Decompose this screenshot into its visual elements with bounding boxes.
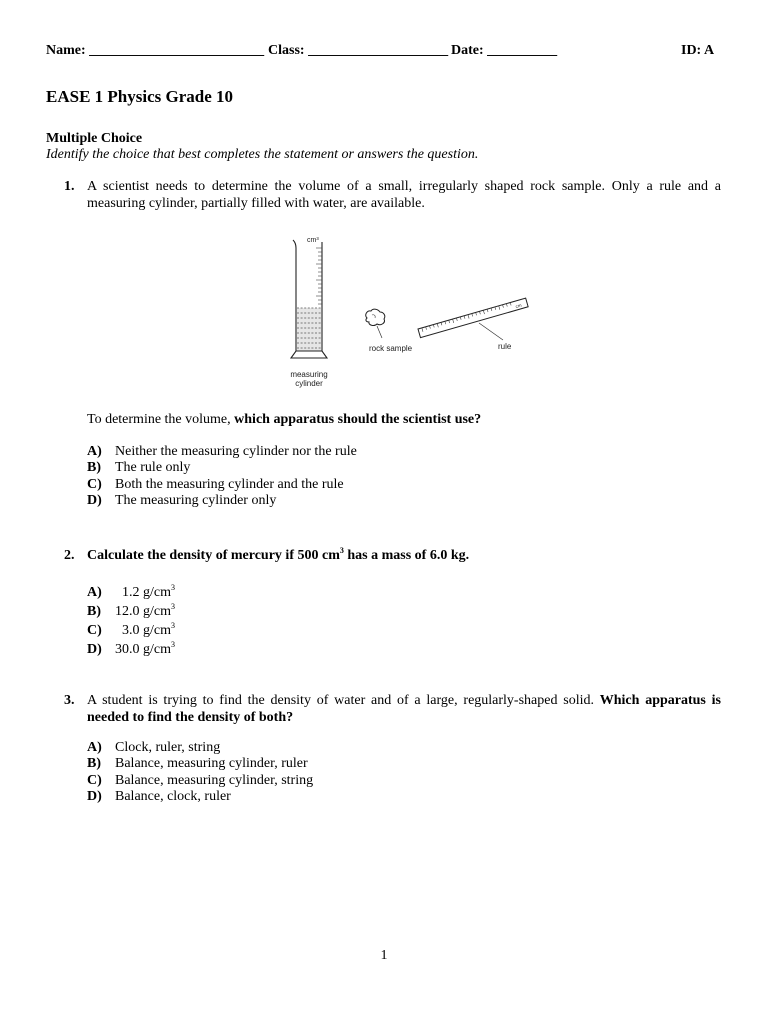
question-number: 1.	[64, 179, 75, 194]
question-number: 2.	[64, 548, 75, 563]
cylinder-unit-label: cm³	[307, 237, 319, 244]
section-instructions: Identify the choice that best completes the statement or answers the question.	[46, 147, 479, 162]
name-blank[interactable]: _________________________	[89, 43, 265, 58]
option-text: Both the measuring cylinder and the rule	[115, 476, 344, 492]
answer-option-b[interactable]	[87, 602, 175, 621]
option-letter: C)	[87, 772, 102, 788]
answer-option-c[interactable]	[87, 621, 175, 640]
name-label: Name:	[46, 43, 86, 58]
question-number: 3.	[64, 693, 75, 708]
q3-options	[87, 740, 313, 805]
answer-option-d[interactable]	[87, 493, 357, 509]
answer-option-d[interactable]	[87, 640, 175, 659]
option-value: 12.0 g/cm	[115, 604, 171, 619]
question-prompt	[87, 412, 721, 429]
prompt-bold: which apparatus should the scientist use?	[234, 412, 482, 427]
rock-sample-drawing	[366, 309, 413, 353]
option-value: 1.2 g/cm	[122, 585, 171, 600]
option-letter: C)	[87, 623, 102, 638]
question-text	[87, 548, 721, 565]
option-letter: A)	[87, 585, 102, 600]
answer-option-a[interactable]	[87, 444, 357, 460]
class-label: Class:	[268, 43, 305, 58]
rule-unit-label: cm	[514, 302, 523, 310]
option-letter: B)	[87, 460, 101, 476]
q3-text-bold: Which apparatus is needed to find the density of both?	[87, 693, 721, 725]
option-letter: B)	[87, 756, 101, 772]
id-label: ID: A	[681, 43, 715, 58]
option-sup: 3	[171, 621, 175, 630]
class-field[interactable]	[268, 43, 448, 59]
option-letter: D)	[87, 642, 102, 657]
q2-text-b: has a mass of 6.0 kg.	[343, 548, 470, 563]
answer-option-d[interactable]	[87, 789, 313, 805]
option-value: 30.0 g/cm	[115, 642, 171, 657]
option-sup: 3	[171, 583, 175, 592]
rock-sample-label: rock sample	[369, 344, 413, 353]
option-text: Clock, ruler, string	[115, 740, 221, 755]
answer-option-c[interactable]	[87, 477, 357, 493]
answer-option-a[interactable]	[87, 583, 175, 602]
option-letter: C)	[87, 476, 102, 492]
date-label: Date:	[451, 43, 484, 58]
prompt-plain: To determine the volume,	[87, 412, 235, 427]
q2-options	[87, 583, 175, 659]
rule-drawing	[418, 298, 528, 351]
option-letter: B)	[87, 604, 101, 619]
question-text	[87, 693, 721, 726]
question-text: A scientist needs to determine the volume of a small, irregularly shaped rock sample. Only a rule and a measuring cylinder, partially filled with water, are available.	[87, 179, 721, 211]
date-blank[interactable]: __________	[487, 43, 558, 58]
answer-option-c[interactable]	[87, 773, 313, 789]
option-letter: D)	[87, 492, 102, 508]
option-text: Neither the measuring cylinder nor the rule	[115, 444, 357, 459]
answer-option-b[interactable]	[87, 460, 357, 476]
answer-option-b[interactable]	[87, 756, 313, 772]
page-title: EASE 1 Physics Grade 10	[46, 87, 234, 106]
answer-option-a[interactable]	[87, 740, 313, 756]
option-letter: A)	[87, 444, 102, 459]
q2-text-sup: 3	[339, 546, 344, 555]
section-heading: Multiple Choice	[46, 131, 143, 146]
name-field[interactable]	[46, 43, 264, 59]
date-field[interactable]	[451, 43, 557, 59]
option-letter: A)	[87, 740, 102, 755]
q3-text-plain: A student is trying to find the density of water and of a large, regularly-shaped solid.	[87, 693, 600, 708]
page-number: 1	[380, 948, 388, 963]
class-blank[interactable]: ____________________	[308, 43, 449, 58]
option-text: Balance, measuring cylinder, string	[115, 772, 314, 788]
option-text: The rule only	[115, 460, 191, 476]
option-sup: 3	[171, 602, 175, 611]
option-text: Balance, clock, ruler	[115, 788, 231, 804]
option-value: 3.0 g/cm	[122, 623, 171, 638]
option-text: The measuring cylinder only	[115, 492, 277, 508]
apparatus-figure	[274, 222, 538, 396]
option-text: Balance, measuring cylinder, ruler	[115, 756, 308, 772]
rule-label: rule	[498, 342, 512, 351]
option-letter: D)	[87, 788, 102, 804]
option-sup: 3	[171, 640, 175, 649]
q2-text-a: Calculate the density of mercury if 500 cm	[87, 548, 340, 563]
cylinder-label-line2: cylinder	[295, 379, 323, 388]
cylinder-label-line1: measuring	[290, 370, 328, 379]
q1-options	[87, 444, 357, 509]
measuring-cylinder-drawing	[290, 237, 327, 388]
